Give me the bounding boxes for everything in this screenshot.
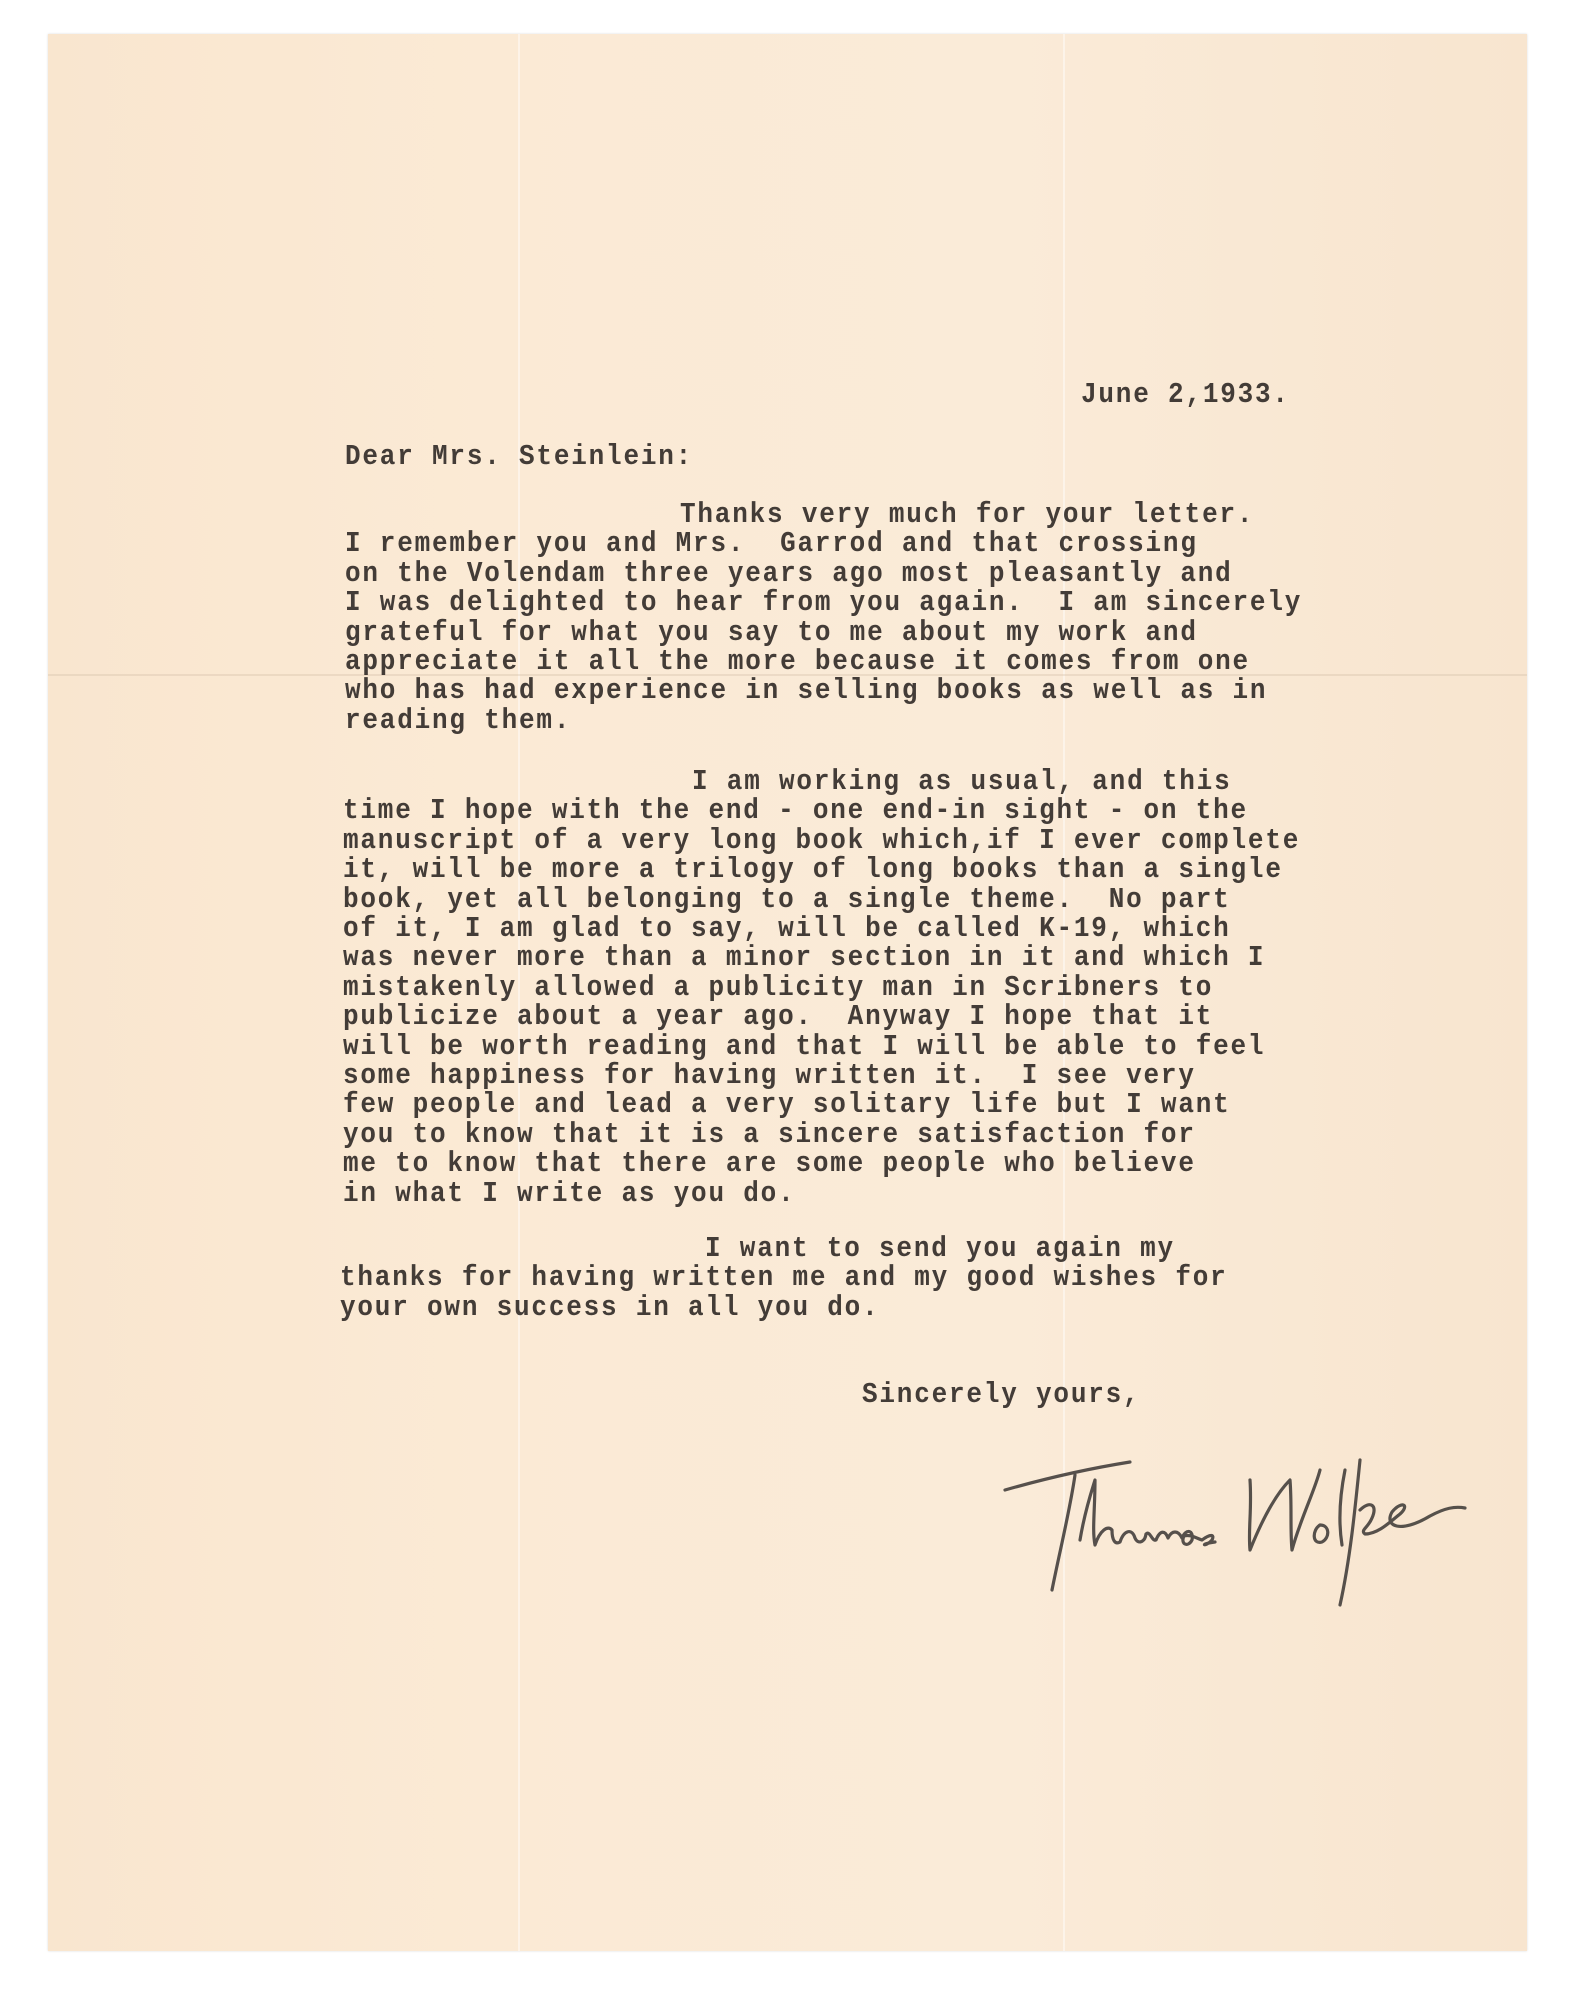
paragraph-2-line: in what I write as you do.	[343, 1176, 796, 1210]
paragraph-2-line: I am working as usual, and this	[692, 765, 1232, 798]
paragraph-1-line: I was delighted to hear from you again. I am sincerely	[345, 586, 1303, 620]
paragraph-2-line: it, will be more a trilogy of long books than a single	[343, 853, 1283, 887]
signature	[1000, 1450, 1480, 1610]
paragraph-2-line: manuscript of a very long book which,if I ever complete	[343, 823, 1301, 857]
paragraph-2-line: me to know that there are some people who believe	[343, 1147, 1196, 1181]
paragraph-1-line: who has had experience in selling books as well as in	[345, 674, 1268, 708]
paragraph-2-line: few people and lead a very solitary life but I want	[343, 1088, 1231, 1122]
paragraph-1-line: on the Volendam three years ago most pleasantly and	[345, 556, 1233, 590]
paragraph-3-line: I want to send you again my	[705, 1232, 1175, 1265]
paragraph-2-line: publicize about a year ago. Anyway I hope that it	[343, 1000, 1214, 1034]
letter-date: June 2,1933.	[1081, 378, 1290, 411]
paragraph-2-line: will be worth reading and that I will be able to feel	[343, 1029, 1266, 1063]
paragraph-2-line: you to know that it is a sincere satisfaction for	[343, 1117, 1196, 1151]
closing: Sincerely yours,	[862, 1378, 1141, 1411]
paragraph-3-line: your own success in all you do.	[340, 1290, 880, 1324]
paragraph-1-line: grateful for what you say to me about my work and	[345, 615, 1198, 649]
paragraph-2-line: book, yet all belonging to a single theme. No part	[343, 882, 1231, 916]
paragraph-2-line: was never more than a minor section in it and which I	[343, 941, 1266, 975]
paragraph-2-line: mistakenly allowed a publicity man in Scribners to	[343, 970, 1214, 1004]
paragraph-1-line: appreciate it all the more because it comes from one	[345, 645, 1250, 678]
paragraph-1-line: Thanks very much for your letter.	[680, 498, 1255, 531]
salutation: Dear Mrs. Steinlein:	[345, 440, 694, 473]
paragraph-2-line: of it, I am glad to say, will be called K-19, which	[343, 912, 1231, 945]
paragraph-2-line: time I hope with the end - one end-in sight - on the	[343, 794, 1248, 828]
paragraph-3-line: thanks for having written me and my good wishes for	[340, 1261, 1228, 1295]
paragraph-1-line: I remember you and Mrs. Garrod and that crossing	[345, 527, 1198, 561]
paragraph-1-line: reading them.	[345, 703, 572, 737]
paragraph-2-line: some happiness for having written it. I see very	[343, 1059, 1196, 1092]
